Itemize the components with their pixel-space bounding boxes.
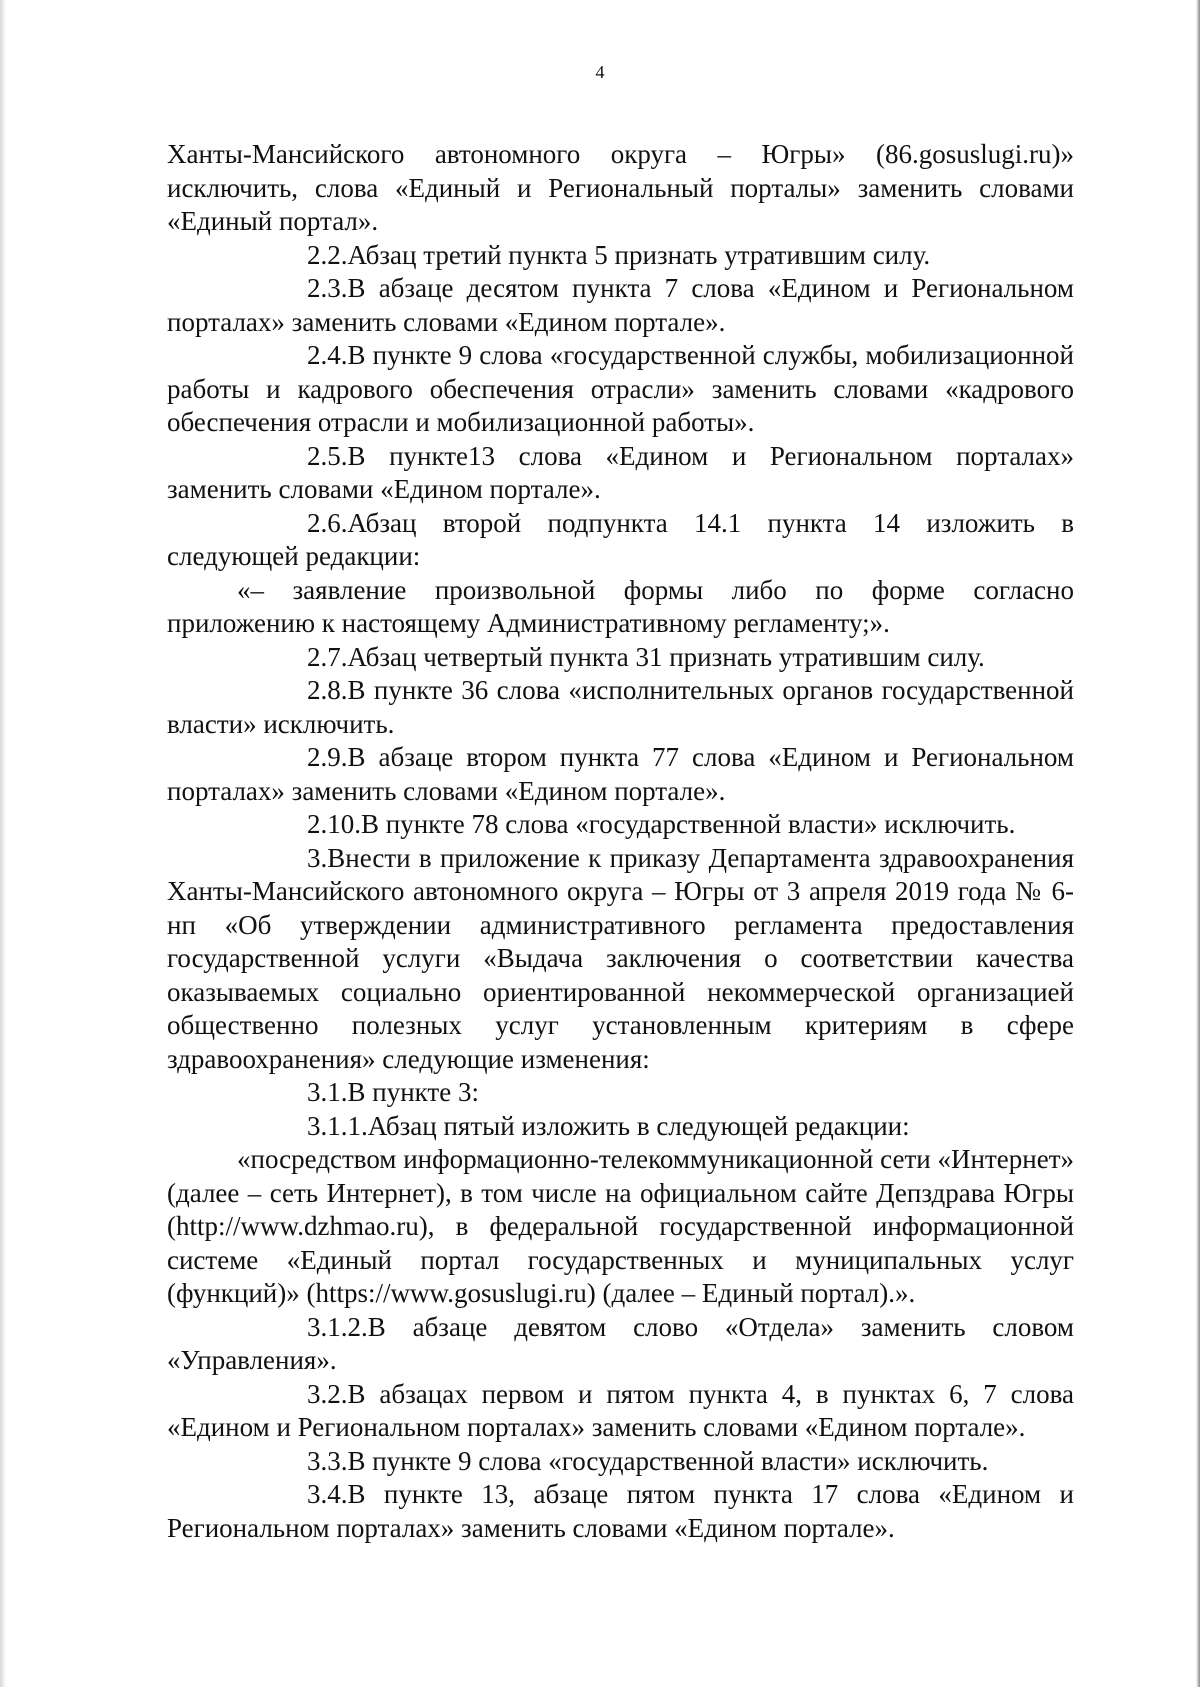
paragraph-text: В абзаце десятом пункта 7 слова «Едином и Региональном порталах» заменить словами «Едином портале».: [167, 273, 1074, 337]
paragraph-number: 2.5.: [307, 440, 348, 471]
paragraph-text: В пункте 3:: [347, 1077, 479, 1107]
paragraph-number: 3.1.1.: [307, 1110, 368, 1141]
paragraph-text: В абзацах первом и пятом пункта 4, в пунктах 6, 7 слова «Едином и Региональном порталах» заменить словами «Едином портале».: [167, 1378, 1074, 1442]
paragraph-2-5: [167, 440, 1074, 507]
paragraph-text: Внести в приложение к приказу Департамента здравоохранения Ханты-Мансийского автономного округа – Югры от 3 апреля 2019 года № 6-нп «Об утверждении административного регламента предоставления государственной услуги «Выдача заключения о соответствии качества оказываемых социально ориентированной некоммерческой организацией общественно полезных услуг установленным критериям в сфере здравоохранения» следующие изменения:: [167, 842, 1074, 1074]
paragraph-text: В пункте 9 слова «государственной власти» исключить.: [347, 1445, 989, 1476]
paragraph-number: 3.1.: [307, 1077, 348, 1107]
paragraph-number: 2.7.: [307, 641, 348, 672]
document-body: [167, 138, 1074, 1545]
paragraph-2-8: [167, 674, 1074, 741]
page-number: 4: [595, 62, 605, 82]
paragraph-text: В абзаце девятом слово «Отдела» заменить словом «Управления».: [167, 1311, 1074, 1375]
paragraph-quote-2: [167, 1143, 1074, 1311]
paragraph-2-6: [167, 507, 1074, 574]
paragraph-text: Ханты-Мансийского автономного округа – Югры» (86.gosuslugi.ru)» исключить, слова «Единый и Региональный порталы» заменить словами «Единый портал».: [167, 139, 1074, 236]
paragraph-text: В пункте 36 слова «исполнительных органов государственной власти» исключить.: [167, 675, 1074, 739]
paragraph-2-10: [167, 808, 1074, 842]
paragraph-3-1-1: [167, 1110, 1074, 1144]
paragraph-number: 3.: [307, 842, 328, 873]
paragraph-text: В пункте 13, абзаце пятом пункта 17 слова «Едином и Региональном порталах» заменить словами «Едином портале».: [167, 1479, 1074, 1543]
paragraph-text: В пункте13 слова «Едином и Региональном порталах» заменить словами «Едином портале».: [167, 440, 1074, 504]
paragraph-number: 3.1.2.: [307, 1311, 368, 1342]
paragraph-number: 2.2.: [307, 239, 348, 270]
paragraph-text: Абзац четвертый пункта 31 признать утратившим силу.: [347, 641, 985, 672]
paragraph-text: Абзац второй подпункта 14.1 пункта 14 изложить в следующей редакции:: [167, 507, 1074, 571]
scan-edge-left: [0, 0, 6, 1687]
paragraph-text: «– заявление произвольной формы либо по форме согласно приложению к настоящему Административному регламенту;».: [167, 574, 1074, 638]
paragraph-text: В пункте 78 слова «государственной власти» исключить.: [361, 809, 1016, 839]
paragraph-number: 2.10.: [307, 809, 361, 839]
paragraph-number: 2.8.: [307, 675, 348, 705]
paragraph-2-3: [167, 272, 1074, 339]
paragraph-text: «посредством информационно-телекоммуникационной сети «Интернет» (далее – сеть Интернет), в том числе на официальном сайте Депздрава Югры (http://www.dzhmao.ru), в федеральной государственной информационной системе «Единый портал государственных и муниципальных услуг (функций)» (https://www.gosuslugi.ru) (далее – Единый портал).».: [167, 1144, 1074, 1308]
paragraph-text: Абзац третий пункта 5 признать утратившим силу.: [347, 239, 931, 270]
scan-edge-right: [1196, 0, 1200, 1687]
paragraph-number: 3.2.: [307, 1378, 348, 1409]
paragraph-3-2: [167, 1378, 1074, 1445]
paragraph-3-4: [167, 1478, 1074, 1545]
paragraph-2-4: [167, 339, 1074, 440]
paragraph-number: 3.4.: [307, 1479, 348, 1509]
paragraph-number: 2.6.: [307, 507, 348, 538]
paragraph-number: 3.3.: [307, 1445, 348, 1476]
paragraph-2-9: [167, 741, 1074, 808]
paragraph-number: 2.4.: [307, 340, 348, 370]
paragraph-text: В абзаце втором пункта 77 слова «Едином и Региональном порталах» заменить словами «Едином портале».: [167, 742, 1074, 806]
paragraph-continuation: [167, 138, 1074, 239]
paragraph-number: 2.9.: [307, 742, 348, 772]
paragraph-3-3: [167, 1445, 1074, 1479]
paragraph-3-1-2: [167, 1311, 1074, 1378]
paragraph-2-7: [167, 641, 1074, 675]
paragraph-3-1: [167, 1076, 1074, 1110]
paragraph-text: Абзац пятый изложить в следующей редакции:: [367, 1110, 910, 1141]
paragraph-text: В пункте 9 слова «государственной службы, мобилизационной работы и кадрового обеспечения отрасли» заменить словами «кадрового обеспечения отрасли и мобилизационной работы».: [167, 340, 1074, 437]
paragraph-number: 2.3.: [307, 273, 348, 303]
paragraph-2-2: [167, 239, 1074, 273]
paragraph-3: [167, 842, 1074, 1077]
paragraph-quote-1: [167, 574, 1074, 641]
